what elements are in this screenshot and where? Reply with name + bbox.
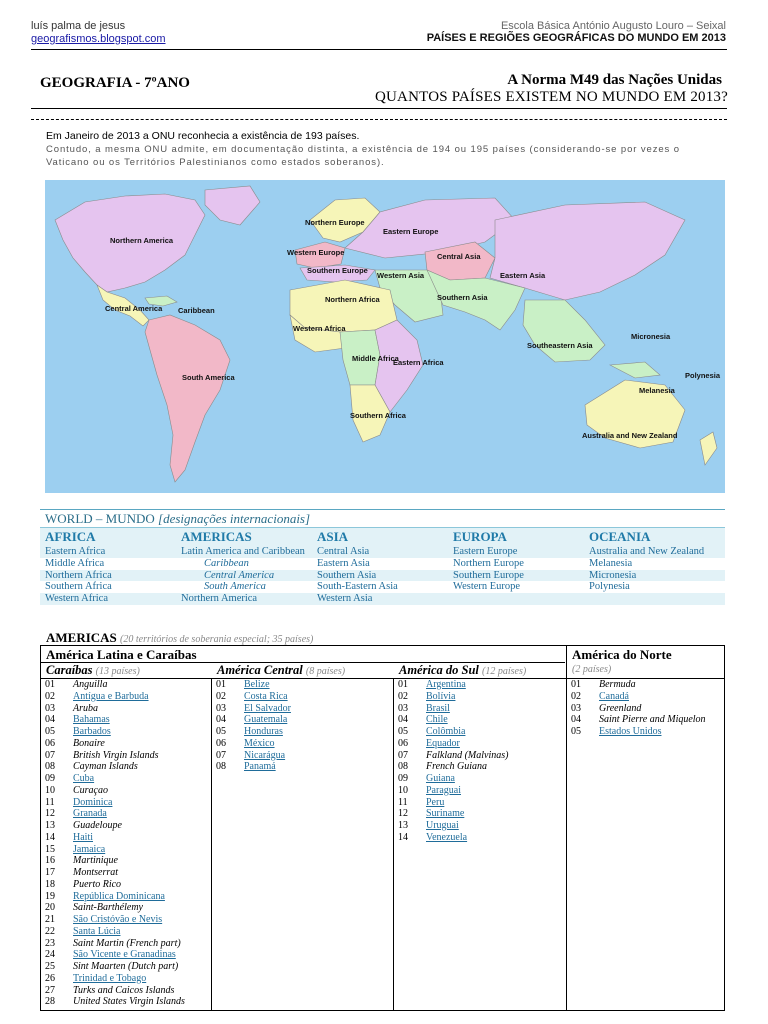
title-divider-top: [31, 108, 727, 109]
country-number: 07: [398, 749, 408, 761]
country-item[interactable]: [398, 820, 508, 832]
country-number: 09: [45, 773, 55, 784]
document-title: PAÍSES E REGIÕES GEOGRÁFICAS DO MUNDO EM 2013: [426, 32, 726, 44]
world-cell: Polynesia: [589, 581, 630, 593]
country-number: 04: [216, 714, 226, 726]
territory-name: Puerto Rico: [73, 878, 122, 890]
north-america-list: [571, 679, 706, 738]
country-item[interactable]: [216, 714, 291, 726]
map-label-northern-europe: Northern Europe: [305, 218, 365, 227]
country-number: 01: [216, 679, 226, 690]
country-number: 08: [398, 761, 408, 773]
country-number: 06: [398, 737, 408, 749]
south-america-list: [398, 679, 508, 844]
map-label-caribbean: Caribbean: [178, 306, 215, 315]
world-subtitle: [designações internacionais]: [158, 511, 311, 526]
country-item: [45, 738, 185, 750]
world-cell: Latin America and Caribbean: [176, 546, 312, 558]
territory-name: Turks and Caicos Islands: [73, 984, 175, 996]
country-link[interactable]: Chile: [426, 714, 448, 726]
header-africa: AFRICA: [40, 528, 176, 547]
country-link[interactable]: República Dominicana: [73, 890, 165, 902]
country-item[interactable]: [398, 714, 508, 726]
country-item: [45, 785, 185, 797]
world-cell: Micronesia: [584, 570, 725, 582]
country-item: [45, 985, 185, 997]
header-americas: AMERICAS: [176, 528, 312, 547]
country-number: 03: [45, 702, 55, 714]
country-number: 14: [45, 831, 55, 843]
title-divider-dashed: [31, 119, 727, 120]
country-link[interactable]: Jamaica: [73, 843, 106, 855]
header-oceania: OCEANIA: [584, 528, 725, 547]
country-link[interactable]: Dominica: [73, 796, 113, 808]
country-item: [45, 879, 185, 891]
country-number: 12: [398, 808, 408, 820]
country-number: 10: [398, 784, 408, 796]
map-label-western-africa: Western Africa: [293, 324, 346, 333]
country-number: 05: [45, 726, 55, 737]
country-item[interactable]: [45, 808, 185, 820]
world-regions-map: [45, 180, 725, 493]
world-cell: Northern Europe: [453, 557, 524, 569]
country-item[interactable]: [216, 703, 291, 715]
territory-name: Anguilla: [73, 679, 108, 690]
country-number: 03: [571, 702, 581, 714]
country-number: 27: [45, 984, 55, 996]
country-item[interactable]: [398, 797, 508, 809]
north-subtitle: [572, 661, 611, 676]
country-item[interactable]: [398, 679, 508, 691]
territory-name: Saint-Barthélemy: [73, 902, 143, 914]
country-item[interactable]: [45, 914, 185, 926]
country-item[interactable]: [398, 773, 508, 785]
world-cell: Eastern Africa: [40, 546, 176, 558]
map-label-australia-nz: Australia and New Zealand: [582, 431, 678, 440]
north-count: (2 países): [572, 664, 612, 675]
country-link[interactable]: Granada: [73, 808, 107, 820]
world-cell: Eastern Europe: [448, 546, 584, 558]
subject-title: GEOGRAFIA - 7ºANO: [40, 75, 190, 91]
country-link[interactable]: Paraguai: [426, 784, 461, 796]
country-number: 08: [216, 761, 226, 773]
territory-name: Aruba: [73, 702, 98, 714]
country-item: [571, 714, 706, 726]
country-link[interactable]: São Vicente e Granadinas: [73, 949, 176, 961]
country-item: [45, 820, 185, 832]
map-label-polynesia: Polynesia: [685, 371, 721, 380]
country-link[interactable]: Panamá: [244, 761, 276, 773]
map-label-southeastern-asia: Southeastern Asia: [527, 341, 593, 350]
intro-paragraph-2: Contudo, a mesma ONU admite, em documentação distinta, a existência de 194 ou 195 países (considerando-se por vezes o Vaticano ou os Territórios Palestinianos como estados soberanos).: [46, 144, 680, 168]
territory-name: Cayman Islands: [73, 761, 138, 773]
country-item: [571, 703, 706, 715]
country-item[interactable]: [45, 714, 185, 726]
latin-america-title: América Latina e Caraíbas: [46, 647, 197, 662]
country-number: 06: [216, 737, 226, 749]
world-cell: South-Eastern Asia: [317, 581, 398, 593]
world-title-text: WORLD – MUNDO: [45, 511, 155, 526]
central-america-list: [216, 679, 291, 773]
country-item[interactable]: [45, 844, 185, 856]
map-label-eastern-africa: Eastern Africa: [393, 358, 444, 367]
world-cell: Western Europe: [453, 581, 521, 593]
header-asia: ASIA: [312, 528, 448, 547]
country-number: 24: [45, 949, 55, 961]
americas-heading-text: AMERICAS: [46, 630, 117, 645]
country-number: 06: [45, 737, 55, 749]
country-number: 08: [45, 761, 55, 773]
world-cell: Southern Asia: [312, 570, 448, 582]
country-item[interactable]: [216, 761, 291, 773]
country-number: 05: [398, 726, 408, 737]
header-europa: EUROPA: [448, 528, 584, 547]
central-count: (8 países): [305, 666, 346, 677]
country-number: 05: [571, 726, 581, 737]
south-count: (12 países): [482, 666, 527, 677]
world-cell: [584, 593, 725, 605]
country-item: [45, 902, 185, 914]
country-item[interactable]: [45, 726, 185, 738]
col-divider-south: [393, 679, 394, 1010]
country-link[interactable]: Peru: [426, 796, 445, 808]
country-item[interactable]: [216, 679, 291, 691]
world-cell: Southern Africa: [45, 581, 112, 593]
country-number: 20: [45, 902, 55, 914]
world-cell: Eastern Asia: [317, 557, 370, 569]
country-item[interactable]: [398, 832, 508, 844]
country-link[interactable]: Santa Lúcia: [73, 925, 121, 937]
country-item[interactable]: [398, 785, 508, 797]
map-label-eastern-asia: Eastern Asia: [500, 271, 546, 280]
country-link[interactable]: Honduras: [244, 726, 283, 737]
country-link[interactable]: Canadá: [599, 690, 629, 702]
world-regions-table: [40, 509, 725, 605]
intro-paragraph-1: Em Janeiro de 2013 a ONU reconhecia a existência de 193 países.: [46, 130, 360, 142]
map-label-northern-africa: Northern Africa: [325, 295, 380, 304]
country-item[interactable]: [45, 832, 185, 844]
country-number: 04: [571, 714, 581, 726]
country-item[interactable]: [45, 691, 185, 703]
country-link[interactable]: Haiti: [73, 831, 93, 843]
country-number: 15: [45, 843, 55, 855]
country-item[interactable]: [398, 808, 508, 820]
south-subtitle: [399, 663, 526, 678]
country-number: 21: [45, 914, 55, 925]
world-cell: Western Africa: [40, 593, 176, 605]
country-number: 05: [216, 726, 226, 737]
country-link[interactable]: Bolívia: [426, 690, 456, 702]
world-table-title: [40, 510, 725, 527]
country-number: 03: [398, 702, 408, 714]
country-item: [45, 867, 185, 879]
country-item[interactable]: [45, 891, 185, 903]
country-link[interactable]: Brasil: [426, 702, 450, 714]
americas-table: [40, 645, 725, 1011]
country-item[interactable]: [45, 949, 185, 961]
country-number: 19: [45, 890, 55, 902]
territory-name: Bonaire: [73, 737, 105, 749]
world-cell: Northern America: [176, 593, 312, 605]
caribbean-list: [45, 679, 185, 1008]
country-number: 04: [398, 714, 408, 726]
country-number: 12: [45, 808, 55, 820]
country-item: [45, 938, 185, 950]
caribbean-subtitle: [46, 663, 140, 678]
country-item: [45, 996, 185, 1008]
map-label-western-asia: Western Asia: [377, 271, 425, 280]
territory-name: Martinique: [73, 855, 118, 867]
country-link[interactable]: São Cristóvão e Nevis: [73, 914, 163, 925]
country-link[interactable]: Cuba: [73, 773, 95, 784]
country-item: [45, 750, 185, 762]
country-number: 25: [45, 961, 55, 972]
country-item[interactable]: [45, 773, 185, 785]
americas-heading: [46, 630, 313, 646]
country-link[interactable]: Guatemala: [244, 714, 288, 726]
country-item: [45, 679, 185, 691]
country-number: 01: [45, 679, 55, 690]
country-item: [398, 761, 508, 773]
blog-link[interactable]: geografismos.blogspot.com: [31, 33, 166, 45]
caribbean-count: (13 países): [95, 666, 140, 677]
country-number: 01: [571, 679, 581, 690]
country-number: 10: [45, 784, 55, 796]
country-number: 22: [45, 925, 55, 937]
country-link[interactable]: El Salvador: [244, 702, 291, 714]
territory-name: Sint Maarten (Dutch part): [73, 961, 179, 972]
col-divider-north: [566, 646, 567, 1010]
map-label-micronesia: Micronesia: [631, 332, 671, 341]
world-cell: Central America: [176, 570, 312, 582]
country-number: 09: [398, 773, 408, 784]
country-link[interactable]: Costa Rica: [244, 690, 288, 702]
country-number: 01: [398, 679, 408, 690]
map-label-southern-europe: Southern Europe: [307, 266, 368, 275]
country-link[interactable]: México: [244, 737, 275, 749]
central-title: América Central: [217, 663, 303, 677]
territory-name: United States Virgin Islands: [73, 996, 185, 1008]
territory-name: Saint Pierre and Miquelon: [599, 714, 706, 726]
country-link[interactable]: Antígua e Barbuda: [73, 690, 149, 702]
country-number: 14: [398, 831, 408, 843]
country-item[interactable]: [571, 726, 706, 738]
country-item[interactable]: [216, 750, 291, 762]
country-number: 26: [45, 972, 55, 984]
territory-name: Greenland: [599, 702, 642, 714]
territory-name: Montserrat: [73, 867, 118, 878]
col-divider-central: [211, 679, 212, 1010]
country-number: 02: [216, 690, 226, 702]
country-number: 17: [45, 867, 55, 878]
country-number: 16: [45, 855, 55, 867]
world-cell: Caribbean: [204, 557, 249, 569]
territory-name: Saint Martin (French part): [73, 937, 181, 949]
world-cell: Australia and New Zealand: [584, 546, 725, 558]
country-number: 02: [398, 690, 408, 702]
world-cell: Western Asia: [312, 593, 448, 605]
country-number: 18: [45, 878, 55, 890]
central-subtitle: [217, 663, 345, 678]
world-cell: Central Asia: [312, 546, 448, 558]
territory-name: British Virgin Islands: [73, 749, 159, 761]
territory-name: Falkland (Malvinas): [426, 749, 509, 761]
country-item: [45, 961, 185, 973]
country-link[interactable]: Uruguai: [426, 820, 459, 831]
south-title: América do Sul: [399, 663, 479, 677]
country-link[interactable]: Guiana: [426, 773, 455, 784]
country-link[interactable]: Suriname: [426, 808, 465, 820]
territory-name: Curaçao: [73, 784, 108, 796]
header-divider: [31, 49, 727, 50]
map-label-central-asia: Central Asia: [437, 252, 481, 261]
map-label-south-america: South America: [182, 373, 235, 382]
map-label-eastern-europe: Eastern Europe: [383, 227, 439, 236]
country-number: 07: [216, 749, 226, 761]
world-cell: Middle Africa: [45, 557, 105, 569]
country-item: [45, 703, 185, 715]
country-number: 13: [398, 820, 408, 831]
country-number: 03: [216, 702, 226, 714]
country-item[interactable]: [398, 703, 508, 715]
country-item[interactable]: [45, 973, 185, 985]
north-america-title: América do Norte: [572, 647, 672, 662]
country-item[interactable]: [45, 797, 185, 809]
country-link[interactable]: Bahamas: [73, 714, 110, 726]
world-cell: Southern Europe: [448, 570, 584, 582]
country-number: 11: [398, 796, 408, 808]
map-label-northern-america: Northern America: [110, 236, 174, 245]
world-cell: Northern Africa: [40, 570, 176, 582]
country-number: 02: [45, 690, 55, 702]
country-item[interactable]: [398, 726, 508, 738]
country-item[interactable]: [216, 691, 291, 703]
country-link[interactable]: Belize: [244, 679, 270, 690]
territory-name: French Guiana: [426, 761, 488, 773]
map-label-southern-asia: Southern Asia: [437, 293, 488, 302]
page-question: QUANTOS PAÍSES EXISTEM NO MUNDO EM 2013?: [374, 89, 728, 105]
country-item[interactable]: [398, 738, 508, 750]
country-number: 28: [45, 996, 55, 1008]
country-link[interactable]: Nicarágua: [244, 749, 286, 761]
world-cell: South America: [204, 581, 266, 593]
map-label-southern-africa: Southern Africa: [350, 411, 406, 420]
country-item[interactable]: [216, 726, 291, 738]
country-item[interactable]: [398, 691, 508, 703]
country-number: 11: [45, 796, 55, 808]
americas-heading-note: (20 territórios de soberania especial; 35 países): [120, 634, 314, 645]
country-number: 23: [45, 937, 55, 949]
country-number: 02: [571, 690, 581, 702]
world-cell: Melanesia: [589, 557, 633, 569]
country-item[interactable]: [216, 738, 291, 750]
country-item: [398, 750, 508, 762]
territory-name: Bermuda: [599, 679, 636, 690]
country-link[interactable]: Estados Unidos: [599, 726, 662, 737]
country-number: 07: [45, 749, 55, 761]
country-link[interactable]: Venezuela: [426, 831, 468, 843]
country-link[interactable]: Trinidad e Tobago: [73, 972, 147, 984]
country-link[interactable]: Argentina: [426, 679, 466, 690]
country-link[interactable]: Barbados: [73, 726, 111, 737]
country-item: [571, 679, 706, 691]
country-link[interactable]: Equador: [426, 737, 460, 749]
world-cell: [448, 593, 584, 605]
territory-name: Guadeloupe: [73, 820, 122, 831]
map-label-melanesia: Melanesia: [639, 386, 675, 395]
caribbean-title: Caraíbas: [46, 663, 93, 677]
map-label-central-america: Central America: [105, 304, 163, 313]
norm-title: A Norma M49 das Nações Unidas: [507, 72, 722, 88]
map-label-middle-africa: Middle Africa: [352, 354, 399, 363]
school-name: Escola Básica António Augusto Louro – Seixal: [500, 20, 726, 32]
country-item: [45, 761, 185, 773]
country-item: [45, 855, 185, 867]
country-number: 04: [45, 714, 55, 726]
country-item[interactable]: [45, 926, 185, 938]
country-number: 13: [45, 820, 55, 831]
map-label-western-europe: Western Europe: [287, 248, 345, 257]
country-link[interactable]: Colômbia: [426, 726, 466, 737]
country-item[interactable]: [571, 691, 706, 703]
author-name: luís palma de jesus: [31, 20, 126, 32]
